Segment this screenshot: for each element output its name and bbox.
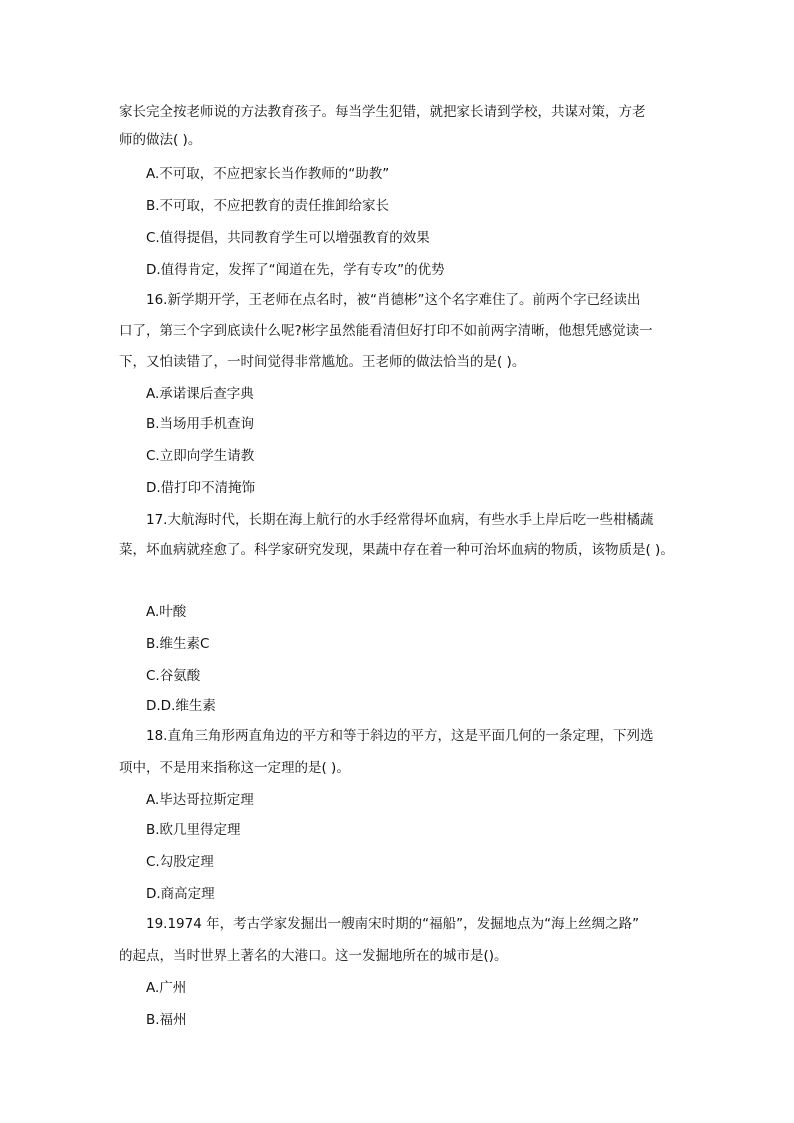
- question-15-text-line: 家长完全按老师说的方法教育孩子。每当学生犯错，就把家长请到学校，共谋对策，方老: [119, 104, 646, 120]
- question-18-text-line: 18.直角三角形两直角边的平方和等于斜边的平方，这是平面几何的一条定理，下列选: [146, 728, 654, 744]
- option-d: D.D.维生素: [146, 698, 216, 714]
- option-d: D.商高定理: [146, 886, 215, 902]
- option-d: D.值得肯定，发挥了“闻道在先，学有专攻”的优势: [146, 262, 445, 278]
- question-19-text-line: 的起点，当时世界上著名的大港口。这一发掘地所在的城市是()。: [119, 948, 508, 964]
- question-16-text-line: 16.新学期开学，王老师在点名时，被“肖德彬”这个名字难住了。前两个字已经读出: [146, 292, 641, 308]
- option-c: C.值得提倡，共同教育学生可以增强教育的效果: [146, 230, 430, 246]
- option-b: B.福州: [146, 1012, 187, 1028]
- option-b: B.当场用手机查询: [146, 416, 255, 432]
- question-19-text-line: 19.1974 年，考古学家发掘出一艘南宋时期的“福船”，发掘地点为“海上丝绸之路”: [146, 916, 640, 932]
- question-16-text-line: 下，又怕读错了，一时间觉得非常尴尬。王老师的做法恰当的是( )。: [119, 354, 526, 370]
- option-a: A.叶酸: [146, 604, 187, 620]
- option-c: C.谷氨酸: [146, 668, 201, 684]
- option-b: B.不可取，不应把教育的责任推卸给家长: [146, 198, 390, 214]
- option-a: A.毕达哥拉斯定理: [146, 792, 254, 808]
- option-d: D.借打印不清掩饰: [146, 480, 256, 496]
- option-b: B.维生素C: [146, 636, 210, 652]
- question-18-text-line: 项中，不是用来指称这一定理的是( )。: [119, 760, 350, 776]
- option-a: A.广州: [146, 980, 187, 996]
- question-15-text-line: 师的做法( )。: [119, 132, 202, 148]
- option-b: B.欧几里得定理: [146, 822, 241, 838]
- option-c: C.勾股定理: [146, 854, 214, 870]
- question-16-text-line: 口了，第三个字到底读什么呢?彬字虽然能看清但好打印不如前两字清晰，他想凭感觉读一: [119, 323, 653, 339]
- question-17-text-line: 菜，坏血病就痊愈了。科学家研究发现，果蔬中存在着一种可治坏血病的物质，该物质是( )。: [119, 542, 674, 558]
- question-17-text-line: 17.大航海时代，长期在海上航行的水手经常得坏血病，有些水手上岸后吃一些柑橘蔬: [146, 512, 654, 528]
- option-c: C.立即向学生请教: [146, 448, 255, 464]
- option-a: A.承诺课后查字典: [146, 386, 254, 402]
- option-a: A.不可取，不应把家长当作教师的“助教”: [146, 166, 390, 182]
